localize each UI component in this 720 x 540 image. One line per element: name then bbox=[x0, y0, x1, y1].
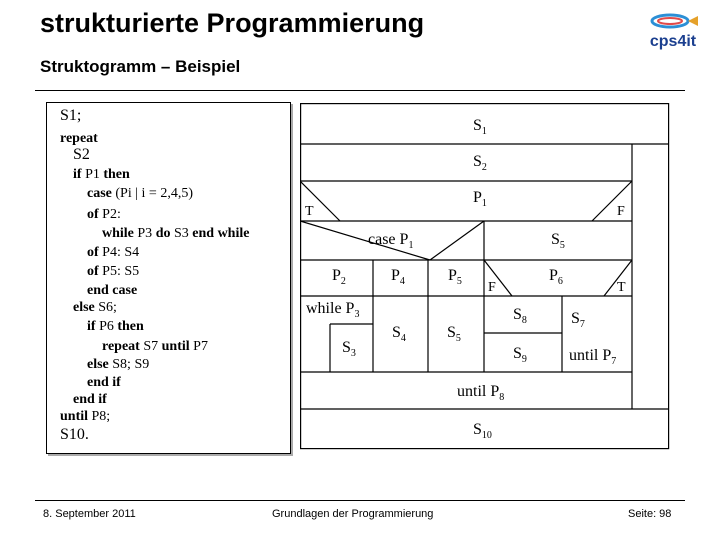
code-line-repeat2: repeat S7 until P7 bbox=[102, 339, 208, 354]
footer-title: Grundlagen der Programmierung bbox=[272, 508, 434, 520]
code-line-s1: S1; bbox=[60, 107, 82, 124]
footer-page-number: Seite: 98 bbox=[628, 508, 672, 520]
nsd-case-p5: $P_5$ bbox=[448, 267, 462, 287]
code-line-s2: S2 bbox=[73, 146, 90, 163]
code-line-else2: else S8; S9 bbox=[87, 357, 150, 372]
code-line-end-if-outer: end if bbox=[73, 392, 107, 407]
code-line-of-p5: of P5: S5 bbox=[87, 264, 140, 279]
code-line-end-case: end case bbox=[87, 283, 138, 298]
code-line-of-p2: of P2: bbox=[87, 207, 121, 222]
footer-divider bbox=[35, 500, 685, 501]
nsd-p6-false: F bbox=[488, 280, 496, 295]
svg-text:cps4it: cps4it bbox=[649, 33, 697, 50]
code-line-of-p4: of P4: S4 bbox=[87, 245, 140, 260]
code-line-else: else S6; bbox=[73, 300, 117, 315]
code-line-case: case (Pi | i = 2,4,5) bbox=[87, 186, 193, 201]
nsd-p6-true: T bbox=[617, 280, 626, 295]
code-line-s10: S10. bbox=[60, 426, 89, 443]
nsd-s4: $S_4$ bbox=[392, 324, 406, 344]
nsd-p1: $P_1$ bbox=[473, 189, 487, 209]
nsd-s10: $S_{10}$ bbox=[473, 421, 492, 441]
nsd-s8: $S_8$ bbox=[513, 306, 527, 326]
nsd-case-p1: case $P_1$ bbox=[368, 231, 414, 251]
cps4it-logo bbox=[640, 12, 706, 52]
nsd-s7: $S_7$ bbox=[571, 310, 585, 330]
slide-title: strukturierte Programmierung bbox=[40, 8, 425, 38]
nsd-p6: $P_6$ bbox=[549, 267, 563, 287]
code-line-end-if-inner: end if bbox=[87, 375, 121, 390]
footer-date: 8. September 2011 bbox=[43, 508, 136, 520]
pseudocode-panel bbox=[46, 102, 291, 454]
nsd-s2: $S_2$ bbox=[473, 153, 487, 173]
header-divider bbox=[35, 90, 685, 91]
nsd-case-p4: $P_4$ bbox=[391, 267, 405, 287]
nsd-s5-top: $S_5$ bbox=[551, 231, 565, 251]
nsd-s3: $S_3$ bbox=[342, 339, 356, 359]
nsd-s5: $S_5$ bbox=[447, 324, 461, 344]
nsd-until-p7: until $P_7$ bbox=[569, 347, 617, 367]
nsd-s1: $S_1$ bbox=[473, 117, 487, 137]
code-line-repeat: repeat bbox=[60, 131, 98, 146]
code-line-if2: if P6 then bbox=[87, 319, 144, 334]
code-line-until: until P8; bbox=[60, 409, 111, 424]
code-line-if1: if P1 then bbox=[73, 167, 130, 182]
nsd-case-p2: $P_2$ bbox=[332, 267, 346, 287]
nsd-p1-true: T bbox=[305, 204, 314, 219]
slide-subtitle: Struktogramm – Beispiel bbox=[40, 57, 241, 76]
nsd-while-p3: while $P_3$ bbox=[306, 300, 360, 320]
struktogramm-diagram bbox=[300, 103, 670, 450]
nsd-until-p8: until $P_8$ bbox=[457, 383, 505, 403]
code-line-while: while P3 do S3 end while bbox=[102, 226, 250, 241]
nsd-s9: $S_9$ bbox=[513, 345, 527, 365]
nsd-p1-false: F bbox=[617, 204, 625, 219]
